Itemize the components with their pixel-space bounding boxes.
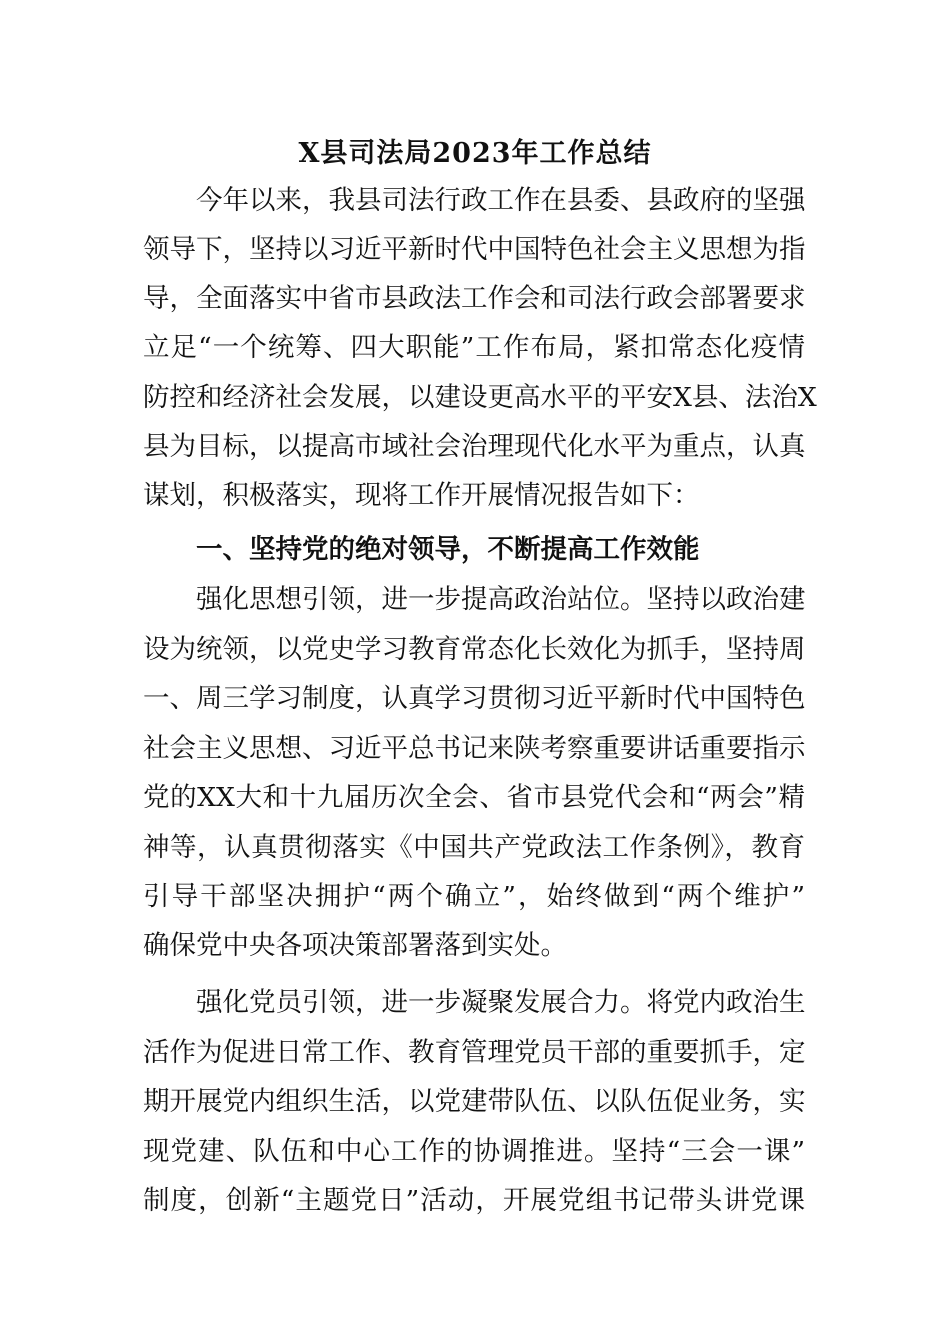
paragraph-line: 引导干部坚决拥护“两个确立”，始终做到“两个维护” xyxy=(143,881,805,912)
paragraph-line: 防控和经济社会发展，以建设更高水平的平安X县、法治X xyxy=(143,382,817,413)
paragraph-line: 活作为促进日常工作、教育管理党员干部的重要抓手，定 xyxy=(143,1037,806,1068)
paragraph-line: 神等，认真贯彻落实《中国共产党政法工作条例》，教育 xyxy=(143,832,805,863)
paragraph-line: 导，全面落实中省市县政法工作会和司法行政会部署要求 xyxy=(143,283,806,314)
paragraph-line: 现党建、队伍和中心工作的协调推进。坚持“三会一课” xyxy=(143,1136,805,1167)
document-title: X县司法局2023年工作总结 xyxy=(298,138,652,169)
section-heading: 一、坚持党的绝对领导，不断提高工作效能 xyxy=(196,534,700,565)
paragraph-line: 社会主义思想、习近平总书记来陕考察重要讲话重要指示 xyxy=(143,733,806,764)
paragraph-line: 期开展党内组织生活，以党建带队伍、以队伍促业务，实 xyxy=(143,1086,806,1117)
paragraph-line: 一、周三学习制度，认真学习贯彻习近平新时代中国特色 xyxy=(143,683,806,714)
paragraph-line: 谋划，积极落实，现将工作开展情况报告如下： xyxy=(143,480,700,511)
paragraph-line: 今年以来，我县司法行政工作在县委、县政府的坚强 xyxy=(196,185,806,216)
paragraph-line: 强化思想引领，进一步提高政治站位。坚持以政治建 xyxy=(196,584,806,615)
paragraph-line: 立足“一个统筹、四大职能”工作布局，紧扣常态化疫情 xyxy=(143,332,805,363)
paragraph-line: 县为目标，以提高市域社会治理现代化水平为重点，认真 xyxy=(143,431,806,462)
paragraph-line: 领导下，坚持以习近平新时代中国特色社会主义思想为指 xyxy=(143,234,806,265)
paragraph-line: 强化党员引领，进一步凝聚发展合力。将党内政治生 xyxy=(196,987,806,1018)
paragraph-line: 制度，创新“主题党日”活动，开展党组书记带头讲党课 xyxy=(143,1185,805,1216)
paragraph-line: 设为统领，以党史学习教育常态化长效化为抓手，坚持周 xyxy=(143,634,806,665)
paragraph-line: 确保党中央各项决策部署落到实处。 xyxy=(143,930,567,961)
paragraph-line: 党的XX大和十九届历次全会、省市县党代会和“两会”精 xyxy=(143,782,805,813)
